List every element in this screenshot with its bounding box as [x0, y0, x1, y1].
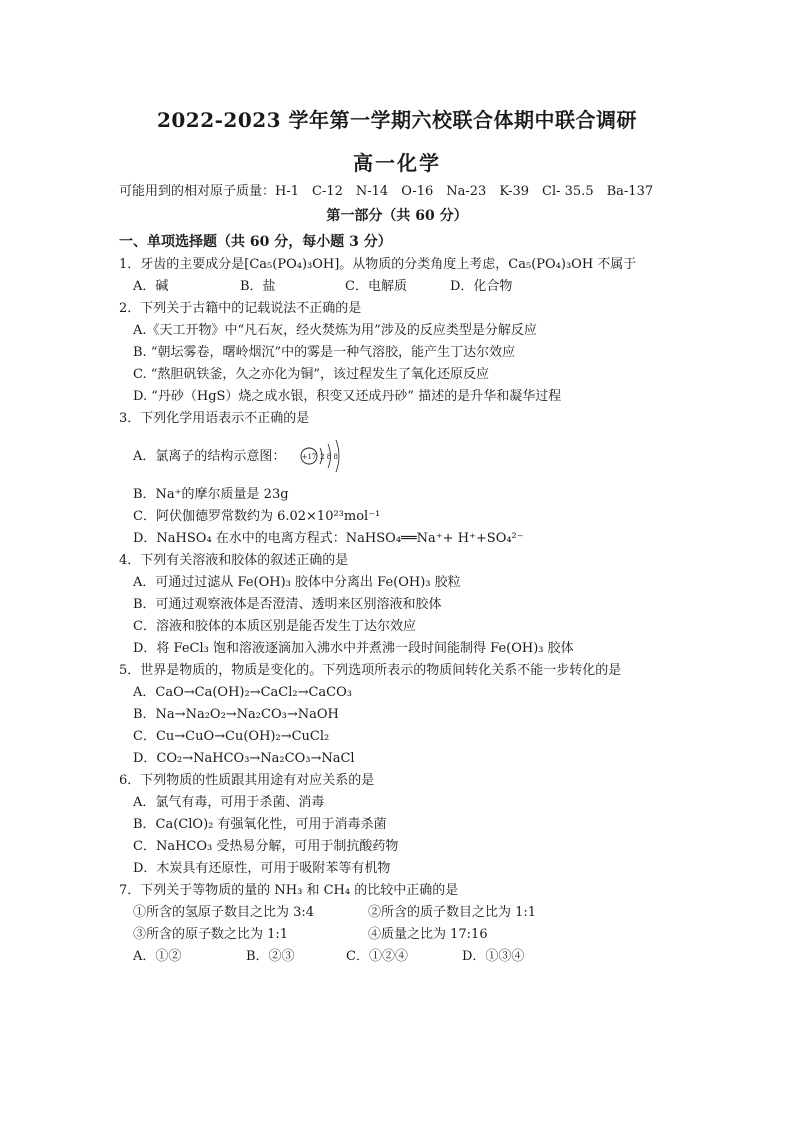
question-5-option-d: D．CO₂→NaHCO₃→Na₂CO₃→NaCl — [133, 751, 355, 766]
electron-shells-label: 2 8 8 — [320, 453, 338, 461]
question-4-stem: 4．下列有关溶液和胶体的叙述正确的是 — [119, 553, 349, 568]
question-4-option-b: B．可通过观察液体是否澄清、透明来区别溶液和胶体 — [133, 597, 442, 612]
question-3-option-a: A．氯离子的结构示意图： — [133, 449, 286, 464]
question-7-statement-1: ①所含的氢原子数目之比为 3:4 — [133, 905, 315, 920]
part-title: 第一部分（共 60 分） — [326, 208, 468, 224]
question-7-statement-4: ④质量之比为 17:16 — [368, 927, 488, 942]
exam-title: 2022-2023 学年第一学期六校联合体期中联合调研 — [156, 108, 638, 132]
question-5-stem: 5．世界是物质的，物质是变化的。下列选项所表示的物质间转化关系不能一步转化的是 — [119, 663, 622, 678]
question-1-option-a: A．碱 — [133, 279, 169, 294]
question-2-option-b: B. “朝坛雾卷，曙岭烟沉”中的雾是一种气溶胶，能产生丁达尔效应 — [133, 345, 516, 360]
exam-subtitle: 高一化学 — [353, 151, 441, 175]
section-title: 一、单项选择题（共 60 分，每小题 3 分） — [119, 234, 392, 250]
question-5-option-c: C．Cu→CuO→Cu(OH)₂→CuCl₂ — [133, 729, 330, 744]
question-6-option-a: A．氯气有毒，可用于杀菌、消毒 — [133, 795, 325, 810]
question-1-stem: 1．牙齿的主要成分是[Ca₅(PO₄)₃OH]。从物质的分类角度上考虑，Ca₅(PO₄)₃OH 不属于 — [119, 257, 637, 272]
nucleus-charge-label: +17 — [301, 453, 317, 461]
question-1-option-d: D．化合物 — [450, 279, 513, 294]
chloride-ion-diagram — [300, 438, 346, 474]
question-7-option-a: A．①② — [133, 949, 182, 964]
atomic-masses: 可能用到的相对原子质量：H-1 C-12 N-14 O-16 Na-23 K-39 Cl- 35.5 Ba-137 — [119, 184, 654, 199]
question-7-option-b: B．②③ — [246, 949, 295, 964]
question-2-option-a: A.《天工开物》中“凡石灰，经火焚炼为用”涉及的反应类型是分解反应 — [133, 323, 537, 338]
question-6-stem: 6．下列物质的性质跟其用途有对应关系的是 — [119, 773, 375, 788]
question-4-option-a: A．可通过过滤从 Fe(OH)₃ 胶体中分离出 Fe(OH)₃ 胶粒 — [133, 575, 461, 590]
question-3-option-c: C．阿伏伽德罗常数约为 6.02×10²³mol⁻¹ — [133, 509, 381, 524]
question-6-option-b: B．Ca(ClO)₂ 有强氧化性，可用于消毒杀菌 — [133, 817, 387, 832]
question-3-stem: 3．下列化学用语表示不正确的是 — [119, 411, 310, 426]
question-7-option-d: D．①③④ — [462, 949, 525, 964]
question-6-option-d: D．木炭具有还原性，可用于吸附苯等有机物 — [133, 861, 391, 876]
question-2-option-d: D. “丹砂（HgS）烧之成水银，积变又还成丹砂” 描述的是升华和凝华过程 — [133, 389, 562, 404]
question-2-stem: 2．下列关于古籍中的记载说法不正确的是 — [119, 301, 362, 316]
question-2-option-c: C. “熬胆矾铁釜，久之亦化为铜”，该过程发生了氧化还原反应 — [133, 367, 490, 382]
question-4-option-c: C．溶液和胶体的本质区别是能否发生丁达尔效应 — [133, 619, 416, 634]
question-3-option-b: B．Na⁺的摩尔质量是 23g — [133, 487, 289, 502]
question-5-option-b: B．Na→Na₂O₂→Na₂CO₃→NaOH — [133, 707, 339, 722]
question-7-option-c: C．①②④ — [346, 949, 408, 964]
question-5-option-a: A．CaO→Ca(OH)₂→CaCl₂→CaCO₃ — [133, 685, 352, 700]
question-7-statement-2: ②所含的质子数目之比为 1:1 — [368, 905, 537, 920]
question-1-option-c: C．电解质 — [345, 279, 407, 294]
question-6-option-c: C．NaHCO₃ 受热易分解，可用于制抗酸药物 — [133, 839, 399, 854]
question-4-option-d: D．将 FeCl₃ 饱和溶液逐滴加入沸水中并煮沸一段时间能制得 Fe(OH)₃ 胶体 — [133, 641, 574, 656]
question-3-option-d: D．NaHSO₄ 在水中的电离方程式：NaHSO₄══Na⁺+ H⁺+SO₄²⁻ — [133, 531, 524, 546]
question-7-statement-3: ③所含的原子数之比为 1:1 — [133, 927, 289, 942]
question-7-stem: 7．下列关于等物质的量的 NH₃ 和 CH₄ 的比较中正确的是 — [119, 883, 459, 898]
question-1-option-b: B．盐 — [240, 279, 276, 294]
